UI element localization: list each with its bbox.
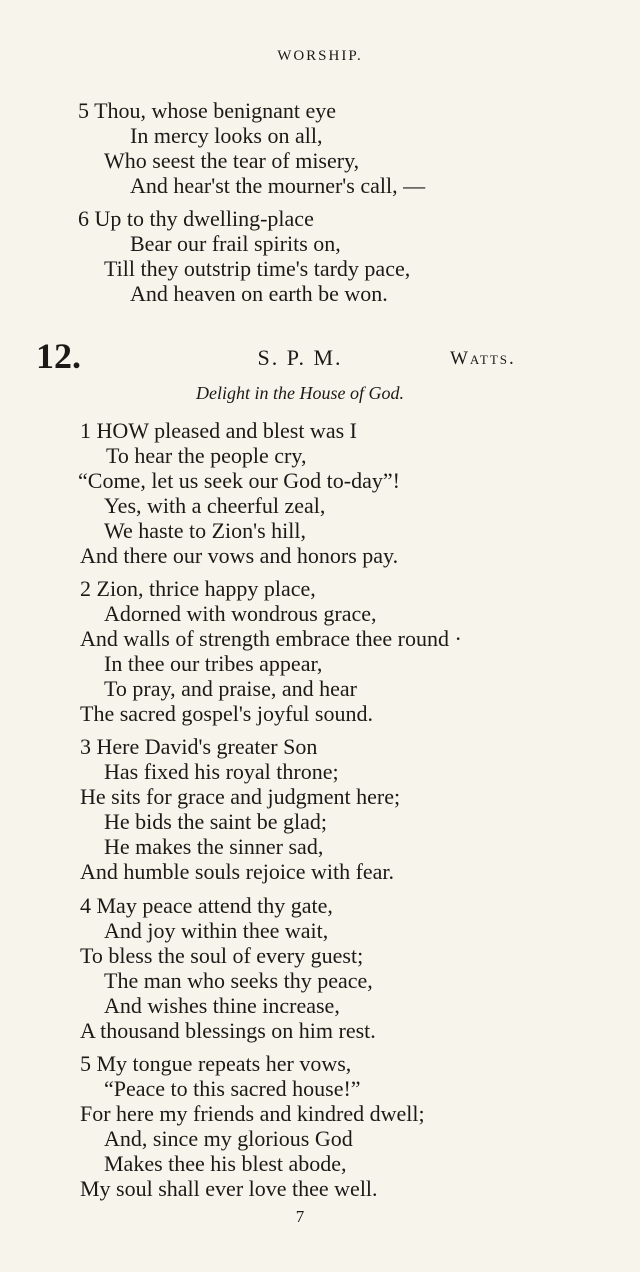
verse-line: He sits for grace and judgment here; [80,784,401,809]
page-number: 7 [295,1207,305,1226]
verse-line: “Peace to this sacred house!” [104,1076,361,1101]
verse-line: The sacred gospel's joyful sound. [80,701,373,726]
verse-line: And joy within thee wait, [104,918,329,943]
verse-line: 2 Zion, thrice happy place, [80,576,316,601]
verse-line: He bids the saint be glad; [104,809,328,834]
verse-line: Who seest the tear of misery, [104,148,360,173]
verse-line: Till they outstrip time's tardy pace, [104,256,411,281]
verse-line: 1 HOW pleased and blest was I [80,418,357,443]
verse-line: For here my friends and kindred dwell; [80,1101,425,1126]
verse-line: My soul shall ever love thee well. [80,1176,378,1201]
verse-line: “Come, let us seek our God to-day”! [78,468,400,493]
verse-line: And wishes thine increase, [104,993,340,1018]
running-header: WORSHIP. [277,48,363,64]
verse-line: To hear the people cry, [106,443,307,468]
verse-line: In thee our tribes appear, [104,651,323,676]
verse-line: And walls of strength embrace thee round · [80,626,462,651]
verse-line: 6 Up to thy dwelling-place [78,206,314,231]
verse-line: To bless the soul of every guest; [80,943,364,968]
verse-line: Has fixed his royal throne; [104,759,339,784]
verse-line: 5 Thou, whose benignant eye [78,98,337,123]
verse-line: To pray, and praise, and hear [104,676,357,701]
hymn-meter: S. P. M. [257,345,343,370]
verse-line: 3 Here David's greater Son [80,734,318,759]
verse-line: He makes the sinner sad, [104,834,324,859]
verse-line: Makes thee his blest abode, [104,1151,347,1176]
verse-line: A thousand blessings on him rest. [80,1018,376,1043]
hymn-author: Watts. [450,348,516,369]
verse-line: In mercy looks on all, [130,123,323,148]
verse-line: Bear our frail spirits on, [130,231,341,256]
verse-line: Yes, with a cheerful zeal, [104,493,326,518]
verse-line: Adorned with wondrous grace, [104,601,377,626]
verse-line: 4 May peace attend thy gate, [80,893,333,918]
verse-line: We haste to Zion's hill, [104,518,306,543]
verse-line: And humble souls rejoice with fear. [80,859,395,884]
verse-line: And, since my glorious God [104,1126,353,1151]
hymn-subtitle: Delight in the House of God. [196,383,404,403]
verse-line: And there our vows and honors pay. [80,543,399,568]
hymn-number: 12. [36,336,81,376]
verse-line: 5 My tongue repeats her vows, [80,1051,352,1076]
verse-line: And heaven on earth be won. [130,281,388,306]
verse-line: And hear'st the mourner's call, — [130,173,426,198]
verse-line: The man who seeks thy peace, [104,968,373,993]
